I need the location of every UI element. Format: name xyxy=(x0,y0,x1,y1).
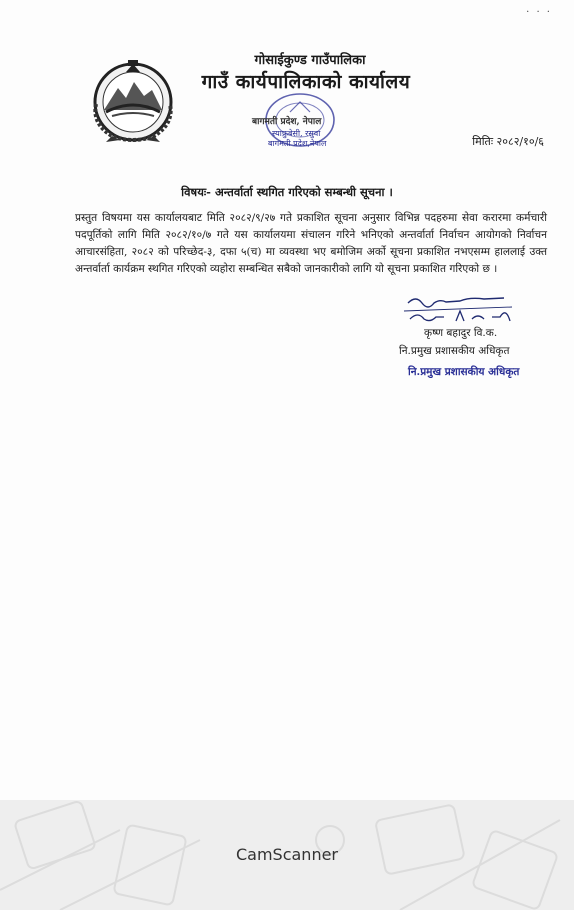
signatory-name: कृष्ण बहादुर वि.क. xyxy=(424,327,498,339)
office-name: गाउँ कार्यपालिकाको कार्यालय xyxy=(201,71,411,93)
corner-marks: . . . xyxy=(526,4,552,15)
handwritten-signature xyxy=(400,293,520,327)
office-location: बागमती प्रदेश, नेपाल xyxy=(252,117,322,127)
signatory-title: नि.प्रमुख प्रशासकीय अधिकृत xyxy=(399,345,510,357)
notice-date: मितिः २०८२/१०/६ xyxy=(472,135,544,148)
notice-body: प्रस्तुत विषयमा यस कार्यालयबाट मिति २०८२/९/२७ गते प्रकाशित सूचना अनुसार विभिन्न पदहरुमा सेवा करारमा कर्मचारी पदपूर्तिको लागि मिति २०८२/१०/७ गते यस कार्यालयमा संचालन गरिने भनिएको अन्तर्वार्ता निर्वाचन आयोगको निर्वाचन आचारसंहिता, २०८२ को परिच्छेद-३, दफा ५(च) मा व्यवस्था भए बमोजिम अर्को सूचना प्रकाशित नभएसम्म हाललाई उक्त अन्तर्वार्ता कार्यक्रम स्थगित गरिएको व्यहोरा सम्बन्धित सबैको जानकारीको लागि यो सूचना प्रकाशित गरिएको छ । xyxy=(75,212,547,275)
camscanner-brand: CamScanner xyxy=(235,845,339,864)
municipality-name: गोसाईकुण्ड गाउँपालिका xyxy=(254,53,366,68)
stamp-line-2: बागमती प्रदेश,नेपाल xyxy=(268,139,327,148)
notice-subject: विषयः- अन्तर्वार्ता स्थगित गरिएको सम्बन्धी सूचना । xyxy=(181,185,393,199)
stamp-line-1: स्याफ्रुबेसी, रसुवा xyxy=(272,129,321,138)
municipality-emblem xyxy=(82,52,184,146)
signatory-stamp: नि.प्रमुख प्रशासकीय अधिकृत xyxy=(408,366,520,378)
